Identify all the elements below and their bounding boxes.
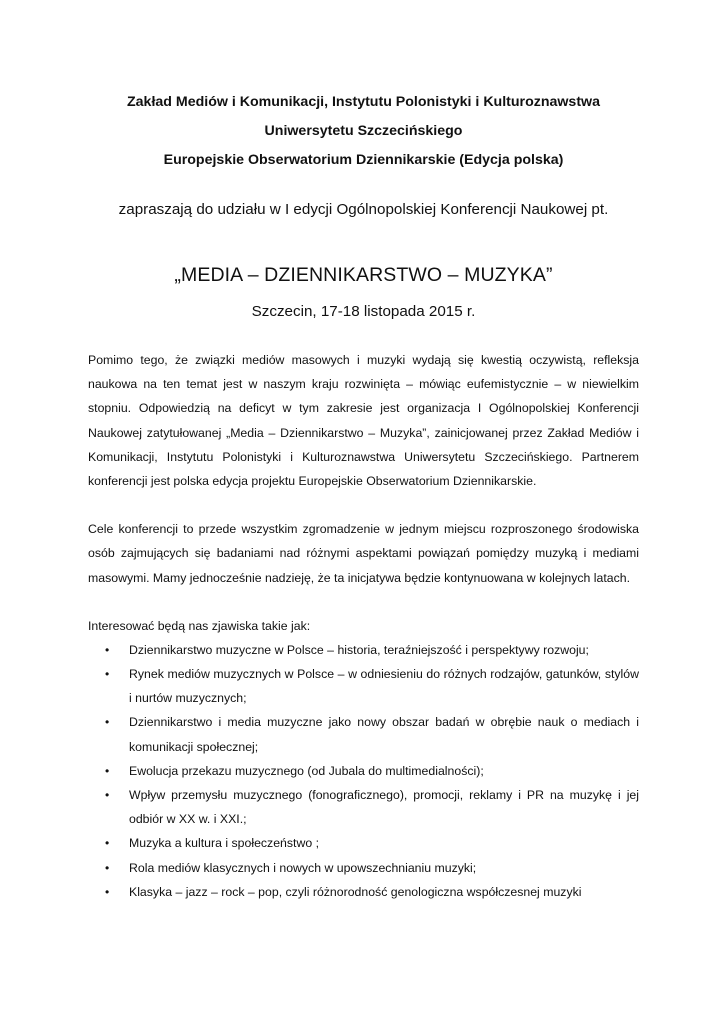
list-item	[88, 831, 639, 855]
bullet-icon: •	[105, 884, 110, 899]
list-item-text: Dziennikarstwo i media muzyczne jako nowy obszar badań w obrębie nauk o mediach i komunikacji społecznej;	[129, 715, 639, 754]
bullet-icon: •	[105, 642, 110, 657]
list-item	[88, 880, 639, 904]
organizer-line-2: Uniwersytetu Szczecińskiego	[264, 123, 463, 139]
list-item	[88, 710, 639, 758]
list-item	[88, 759, 639, 783]
invitation-text: zapraszają do udziału w I edycji Ogólnopolskiej Konferencji Naukowej pt.	[118, 201, 609, 218]
bullet-icon: •	[105, 667, 110, 682]
organizer-line-3: Europejskie Obserwatorium Dziennikarskie (Edycja polska)	[163, 152, 564, 168]
list-item	[88, 783, 639, 831]
list-item-text: Muzyka a kultura i społeczeństwo ;	[129, 836, 320, 851]
bullet-icon: •	[105, 836, 110, 851]
list-item-text: Ewolucja przekazu muzycznego (od Jubala do multimedialności);	[129, 763, 484, 778]
topics-list	[88, 638, 639, 904]
list-item-text: Dziennikarstwo muzyczne w Polsce – historia, teraźniejszość i perspektywy rozwoju;	[129, 642, 589, 657]
list-item-text: Wpływ przemysłu muzycznego (fonograficznego), promocji, reklamy i PR na muzykę i jej odbiór w XX w. i XXI.;	[129, 788, 639, 827]
conference-title: „MEDIA – DZIENNIKARSTWO – MUZYKA”	[174, 264, 553, 286]
topics-intro: Interesować będą nas zjawiska takie jak:	[88, 618, 311, 633]
bullet-icon: •	[105, 860, 110, 875]
list-item-text: Klasyka – jazz – rock – pop, czyli różnorodność genologiczna współczesnej muzyki	[129, 884, 582, 899]
organizers-header	[88, 88, 639, 175]
list-item	[88, 856, 639, 880]
goals-paragraph: Cele konferencji to przede wszystkim zgromadzenie w jednym miejscu rozproszonego środowiska osób zajmujących się badaniami nad różnymi aspektami powiązań pomiędzy muzyką i mediami masowymi. Mamy jednocześnie nadzieję, że ta inicjatywa będzie kontynuowana w kolejnych latach.	[88, 522, 639, 585]
bullet-icon: •	[105, 763, 110, 778]
list-item	[88, 662, 639, 710]
intro-paragraph: Pomimo tego, że związki mediów masowych i muzyki wydają się kwestią oczywistą, refleksja naukowa na ten temat jest w naszym kraju rozwinięta – mówiąc eufemistycznie – w niewielkim stopniu. Odpowiedzią na deficyt w tym zakresie jest organizacja I Ogólnopolskiej Konferencji Naukowej zatytułowanej „Media – Dziennikarstwo – Muzyka”, zainicjowanej przez Zakład Mediów i Komunikacji, Instytutu Polonistyki i Kulturoznawstwa Uniwersytetu Szczecińskiego. Partnerem konferencji jest polska edycja projektu Europejskie Obserwatorium Dziennikarskie.	[88, 353, 639, 489]
list-item	[88, 638, 639, 662]
list-item-text: Rynek mediów muzycznych w Polsce – w odniesieniu do różnych rodzajów, gatunków, stylów i nurtów muzycznych;	[129, 667, 639, 706]
bullet-icon: •	[105, 715, 110, 730]
list-item-text: Rola mediów klasycznych i nowych w upowszechnianiu muzyki;	[129, 860, 477, 875]
bullet-icon: •	[105, 788, 110, 803]
organizer-line-1: Zakład Mediów i Komunikacji, Instytutu Polonistyki i Kulturoznawstwa	[127, 94, 600, 110]
conference-place-date: Szczecin, 17-18 listopada 2015 r.	[251, 303, 476, 320]
